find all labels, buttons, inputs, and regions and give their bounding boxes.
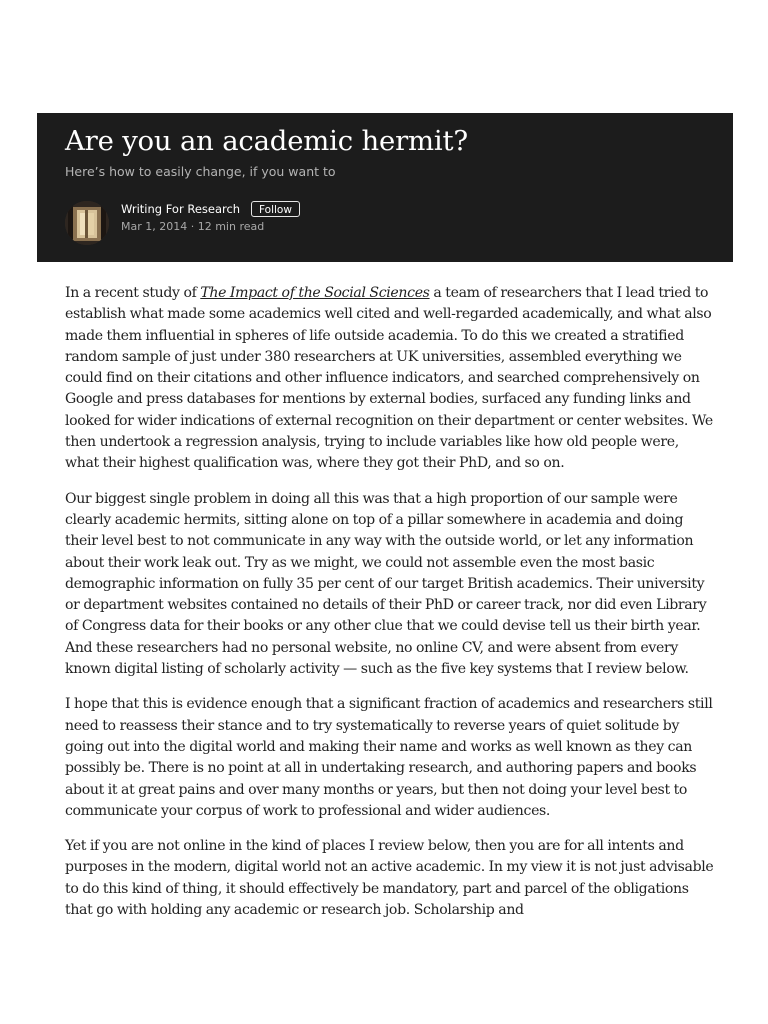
article-body — [65, 283, 715, 935]
paragraph-3: I hope that this is evidence enough that a significant fraction of academics and researchers still need to reassess their stance and to try systematically to reverse years of quiet solitude by going out into the digital world and making their name and works as well known as they can possibly be. There is no point at all in undertaking research, and authoring papers and books about it at great pains and over many months or years, but then not doing your level best to communicate your corpus of work to professional and wider audiences. — [65, 696, 713, 819]
avatar-image — [65, 201, 109, 245]
article-title: Are you an academic hermit? — [65, 125, 468, 157]
paragraph-4: Yet if you are not online in the kind of places I review below, then you are for all intents and purposes in the modern, digital world not an active academic. In my view it is not just advisable to do this kind of thing, it should effectively be mandatory, part and parcel of the obligations that go with holding any academic or research job. Scholarship and — [65, 838, 714, 919]
paragraph-1 — [65, 283, 715, 475]
follow-button[interactable]: Follow — [251, 201, 300, 217]
article-header — [37, 113, 733, 262]
publish-meta: Mar 1, 2014 · 12 min read — [121, 220, 265, 233]
article-subtitle: Here’s how to easily change, if you want to — [65, 164, 336, 179]
paragraph-1-rest: a team of researchers that I lead tried to establish what made some academics well cited and well-regarded academically, and what also made them influential in spheres of life outside academia. To do this we created a stratified random sample of just under 380 researchers at UK universities, assembled everything we could find on their citations and other influence indicators, and searched comprehensively on Google and press databases for mentions by external bodies, surfaced any funding links and looked for wider indications of external recognition on their department or center websites. We then undertook a regression analysis, trying to include variables like how old people were, what their highest qualification was, where they got their PhD, and so on. — [65, 285, 713, 472]
study-link[interactable]: The Impact of the Social Sciences — [200, 285, 430, 301]
paragraph-2: Our biggest single problem in doing all this was that a high proportion of our sample were clearly academic hermits, sitting alone on top of a pillar somewhere in academia and doing their level best to not communicate in any way with the outside world, or let any information about their work leak out. Try as we might, we could not assemble even the most basic demographic information on fully 35 per cent of our target British academics. Their university or department websites contained no details of their PhD or career track, nor did even Library of Congress data for their books or any other clue that we could devise tell us their birth year. And these researchers had no personal website, no online CV, and were absent from every known digital listing of scholarly activity — such as the five key systems that I review below. — [65, 490, 707, 678]
paragraph-1-start: In a recent study of — [65, 285, 201, 301]
author-name[interactable]: Writing For Research — [121, 202, 241, 216]
author-avatar[interactable] — [65, 201, 109, 245]
